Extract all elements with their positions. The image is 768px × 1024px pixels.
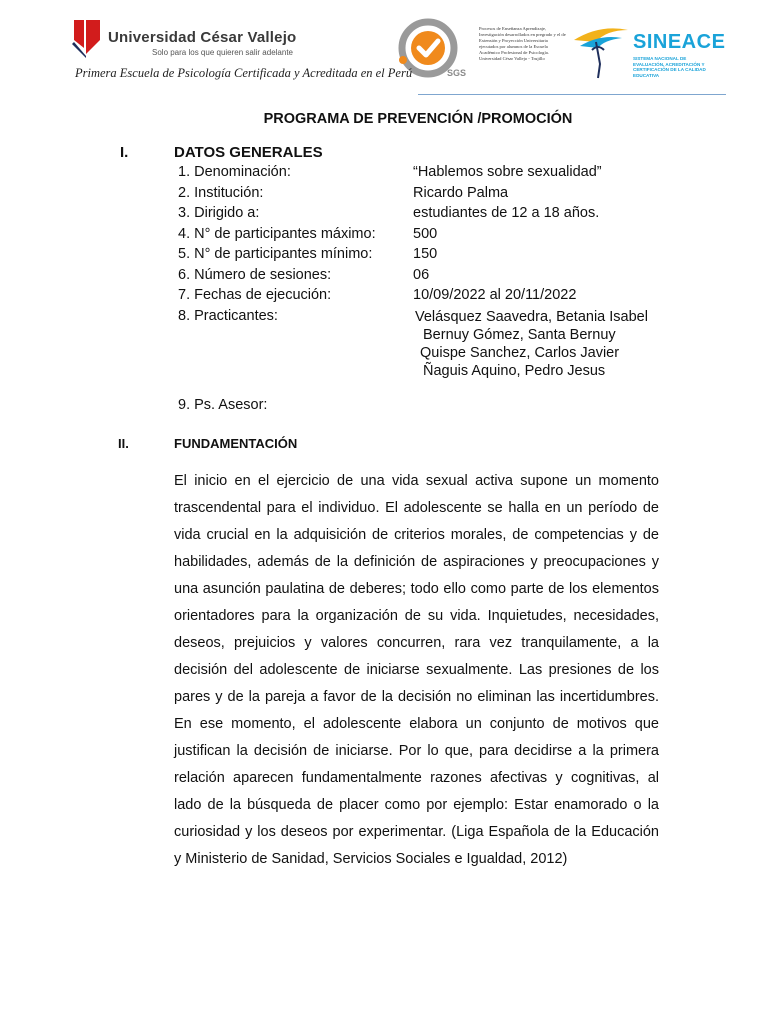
certification-note: Procesos de Enseñanza Aprendizaje, Investigación desarrollados en pregrado y el de Extensión y Proyección Universitaria ejecutados por alumnos de la Escuela Académico Profesional de Psicología. Universidad César Vallejo - Trujillo xyxy=(479,26,566,61)
practicante-line: Bernuy Gómez, Santa Bernuy xyxy=(423,327,616,343)
data-row xyxy=(178,246,678,266)
data-row xyxy=(178,287,678,307)
row-value: estudiantes de 12 a 18 años. xyxy=(413,205,600,221)
row-value: 150 xyxy=(413,246,438,262)
row-label: 3. Dirigido a: xyxy=(178,205,260,221)
data-row xyxy=(178,397,678,417)
row-label: 7. Fechas de ejecución: xyxy=(178,287,332,303)
sineace-subtitle: SISTEMA NACIONAL DE EVALUACIÓN, ACREDITACIÓN Y CERTIFICACIÓN DE LA CALIDAD EDUCATIVA xyxy=(633,56,706,78)
row-value: Ricardo Palma xyxy=(413,185,509,201)
document-title: PROGRAMA DE PREVENCIÓN /PROMOCIÓN xyxy=(263,111,573,127)
row-value: 500 xyxy=(413,226,438,242)
sgs-label: SGS xyxy=(447,68,467,78)
row-label: 9. Ps. Asesor: xyxy=(178,397,268,413)
row-label: 6. Número de sesiones: xyxy=(178,267,332,283)
sineace-bird-icon xyxy=(570,20,630,82)
header-divider xyxy=(418,94,726,95)
row-label: 1. Denominación: xyxy=(178,164,291,180)
practicante-line: Quispe Sanchez, Carlos Javier xyxy=(420,345,620,361)
school-tagline: Primera Escuela de Psicología Certificada y Acreditada en el Perú xyxy=(75,66,413,80)
data-row xyxy=(178,267,678,287)
section-title: FUNDAMENTACIÓN xyxy=(174,436,298,451)
university-tagline: Solo para los que quieren salir adelante xyxy=(152,48,293,57)
university-name: Universidad César Vallejo xyxy=(108,29,297,46)
row-value: “Hablemos sobre sexualidad” xyxy=(413,164,602,180)
data-row xyxy=(178,185,678,205)
practicante-line: Velásquez Saavedra, Betania Isabel xyxy=(415,309,648,325)
row-label: 4. N° de participantes máximo: xyxy=(178,226,376,242)
practicante-line: Ñaguis Aquino, Pedro Jesus xyxy=(423,363,606,379)
row-label: 8. Practicantes: xyxy=(178,308,278,324)
practicantes-list xyxy=(411,308,671,380)
row-label: 5. N° de participantes mínimo: xyxy=(178,246,373,262)
section-number: II. xyxy=(118,436,129,451)
data-row xyxy=(178,226,678,246)
section-number: I. xyxy=(120,144,129,161)
row-value: 10/09/2022 al 20/11/2022 xyxy=(413,287,577,303)
university-logo xyxy=(72,18,297,62)
ucv-shield-icon xyxy=(72,18,102,58)
data-row xyxy=(178,164,678,184)
row-value: 06 xyxy=(413,267,430,283)
body-paragraph: El inicio en el ejercicio de una vida sexual activa supone un momento trascendental para el individuo. El adolescente se halla en un período de vida crucial en la adquisición de criterios morales, de competencias y de habilidades, además de la definición de aspiraciones y preocupaciones y una asunción paulatina de deberes; todo ello como parte de los elementos orientadores para la organización de su vida. Inquietudes, necesidades, deseos, prejuicios y valores concurren, rara vez tranquilamente, a la decisión del adolescente de iniciarse sexualmente. Las presiones de los pares y de la pareja a favor de la decisión no eliminan las incertidumbres. En ese momento, el adolescente elabora un conjunto de motivos que justifican la decisión de iniciarse. Por lo que, para decidirse a la primera relación aparecen fundamentalmente razones afectivas y cognitivas, al lado de la búsqueda de placer como por ejemplo: Estar enamorado o la curiosidad y los deseos por experimentar. (Liga Española de la Educación y Ministerio de Sanidad, Servicios Sociales e Igualdad, 2012) xyxy=(174,473,659,867)
section-title: DATOS GENERALES xyxy=(174,144,323,161)
data-row xyxy=(178,205,678,225)
sineace-name: SINEACE xyxy=(633,31,726,53)
row-label: 2. Institución: xyxy=(178,185,264,201)
sineace-logo xyxy=(570,20,726,82)
